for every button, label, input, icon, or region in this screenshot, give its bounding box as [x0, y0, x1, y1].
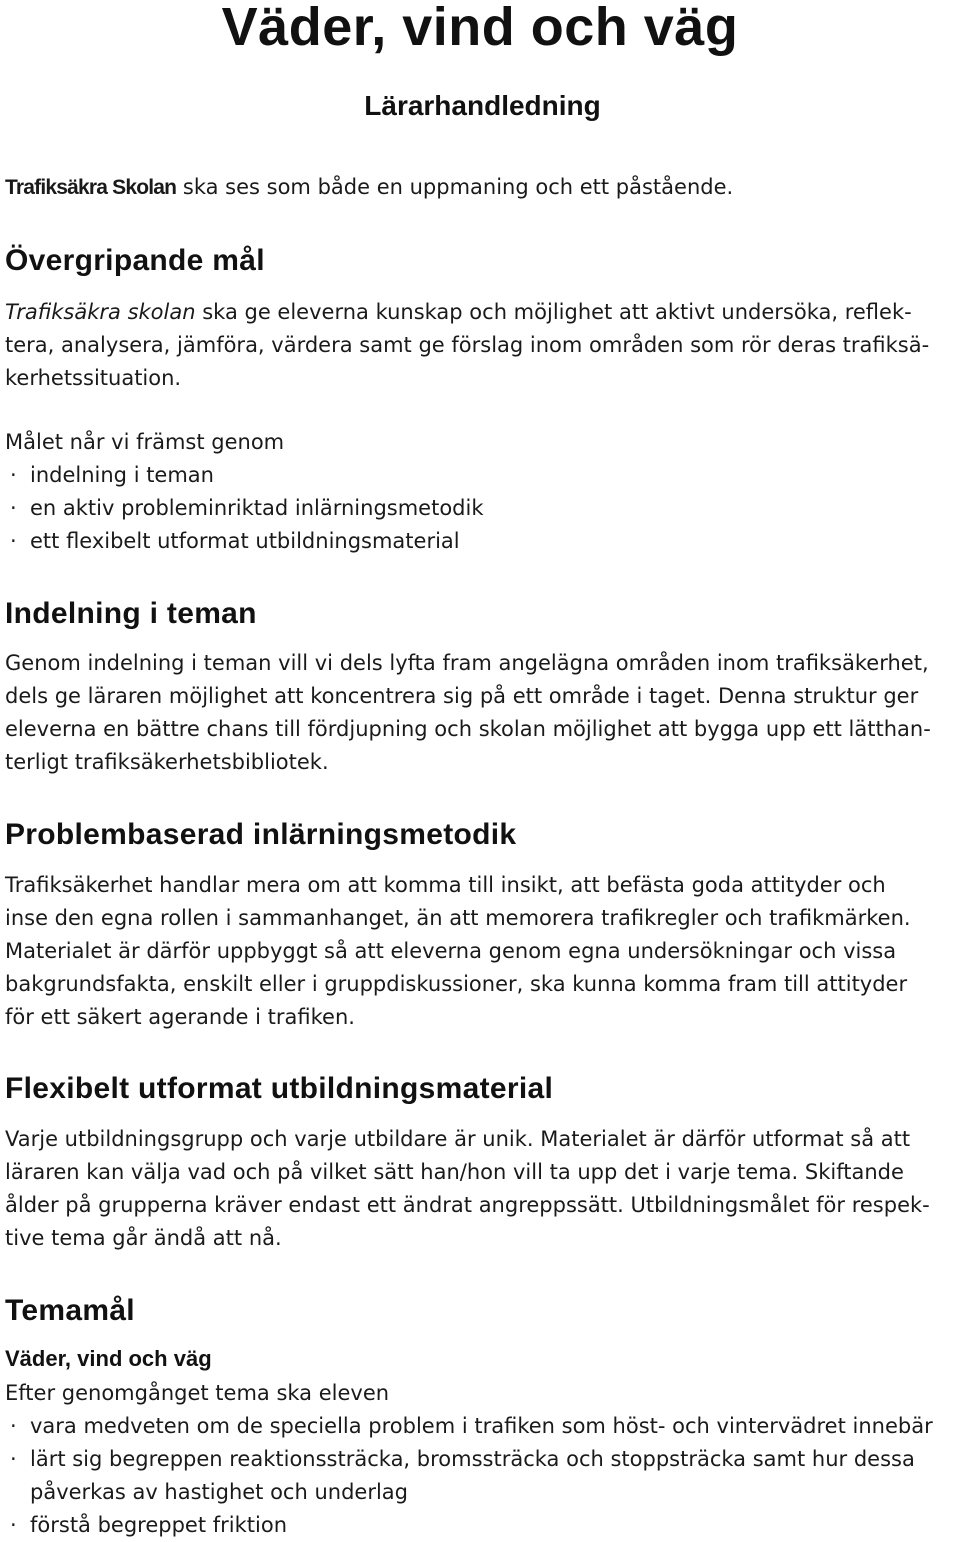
list-item-text: ett flexibelt utformat utbildningsmaterial: [30, 529, 460, 553]
list-item-text: en aktiv probleminriktad inlärningsmetodik: [30, 496, 484, 520]
heading-themes: Indelning i teman: [5, 597, 257, 630]
heading-theme-goals: Temamål: [5, 1294, 135, 1327]
overall-line: tera, analysera, jämföra, värdera samt ge förslag inom områden som rör deras trafiksä-: [5, 333, 930, 357]
overall-line: [5, 296, 955, 329]
list-item-continuation: [5, 1476, 955, 1509]
goal-intro: [5, 426, 955, 459]
themes-line: terligt trafiksäkerhetsbibliotek.: [5, 750, 329, 774]
document-page: [5, 0, 955, 1537]
list-item-text: lärt sig begreppen reaktionssträcka, bromssträcka och stoppsträcka samt hur dessa: [30, 1447, 915, 1471]
list-item: [5, 459, 955, 492]
theme-goals-intro: [5, 1377, 955, 1410]
list-item-text: indelning i teman: [30, 463, 214, 487]
bullet-icon: ·: [10, 463, 17, 487]
goal-intro-text: Målet når vi främst genom: [5, 430, 285, 454]
method-line: Trafiksäkerhet handlar mera om att komma till insikt, att befästa goda attityder och: [5, 873, 886, 897]
list-item: [5, 1443, 955, 1476]
list-item-text: vara medveten om de speciella problem i trafiken som höst- och vintervädret innebär: [30, 1414, 933, 1438]
list-item: [5, 492, 955, 525]
bullet-icon: ·: [10, 1513, 17, 1537]
intro-strong: Trafiksäkra Skolan: [5, 176, 177, 199]
bullet-icon: ·: [10, 1447, 17, 1471]
heading-method: Problembaserad inlärningsmetodik: [5, 818, 517, 851]
overall-line-text: ska ge eleverna kunskap och möjlighet att aktivt undersöka, reflek-: [195, 300, 912, 324]
overall-paragraph: [5, 296, 955, 395]
list-item-text: påverkas av hastighet och underlag: [30, 1480, 408, 1504]
method-line: bakgrundsfakta, enskilt eller i gruppdiskussioner, ska kunna komma fram till attityder: [5, 972, 908, 996]
theme-goals-intro-text: Efter genomgånget tema ska eleven: [5, 1381, 390, 1405]
method-line: för ett säkert agerande i trafiken.: [5, 1005, 355, 1029]
heading-material: Flexibelt utformat utbildningsmaterial: [5, 1072, 554, 1105]
material-paragraph: [5, 1123, 955, 1255]
method-paragraph: [5, 869, 955, 1034]
material-line: läraren kan välja vad och på vilket sätt han/hon vill ta upp det i varje tema. Skiftande: [5, 1160, 904, 1184]
page-subtitle: Lärarhandledning: [364, 90, 601, 121]
list-item-text: förstå begreppet friktion: [30, 1513, 288, 1537]
themes-line: Genom indelning i teman vill vi dels lyfta fram angelägna områden inom trafiksäkerhet,: [5, 651, 929, 675]
themes-paragraph: [5, 647, 955, 779]
intro-rest: ska ses som både en uppmaning och ett påstående.: [176, 175, 734, 199]
overall-em: Trafiksäkra skolan: [5, 300, 196, 324]
goal-list: [5, 459, 955, 558]
method-line: inse den egna rollen i sammanhanget, än att memorera trafikregler och trafikmärken.: [5, 906, 911, 930]
material-line: tive tema går ändå att nå.: [5, 1226, 282, 1250]
bullet-icon: ·: [10, 496, 17, 520]
page-title: Väder, vind och väg: [221, 0, 739, 57]
themes-line: dels ge läraren möjlighet att koncentrera sig på ett område i taget. Denna struktur ger: [5, 684, 919, 708]
bullet-icon: ·: [10, 529, 17, 553]
theme-goals-list: [5, 1410, 955, 1542]
list-item: [5, 1509, 955, 1542]
material-line: Varje utbildningsgrupp och varje utbildare är unik. Materialet är därför utformat så att: [5, 1127, 911, 1151]
heading-overall-goal: Övergripande mål: [5, 244, 265, 277]
themes-line: eleverna en bättre chans till fördjupning och skolan möjlighet att bygga upp ett lätthan-: [5, 717, 931, 741]
overall-line: kerhetssituation.: [5, 366, 182, 390]
bullet-icon: ·: [10, 1414, 17, 1438]
list-item: [5, 1410, 955, 1443]
intro-paragraph: [5, 171, 955, 204]
theme-goals-subheading: Väder, vind och väg: [5, 1346, 212, 1371]
material-line: ålder på grupperna kräver endast ett ändrat angreppssätt. Utbildningsmålet för respek-: [5, 1193, 930, 1217]
list-item: [5, 525, 955, 558]
method-line: Materialet är därför uppbyggt så att eleverna genom egna undersökningar och vissa: [5, 939, 897, 963]
